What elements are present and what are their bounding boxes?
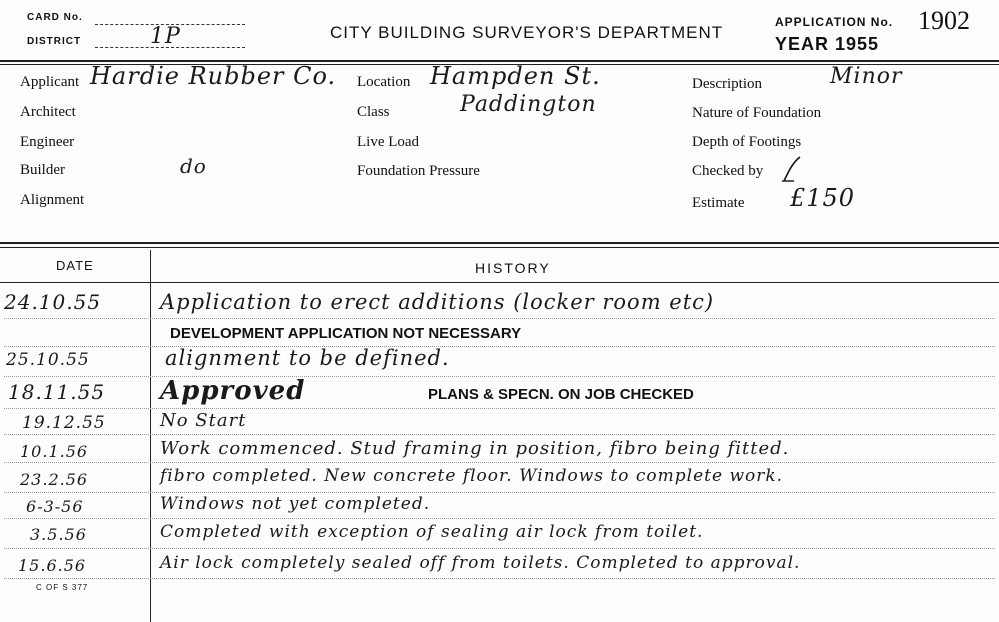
date-column-header: DATE	[56, 258, 94, 273]
history-date: 15.6.56	[18, 556, 87, 575]
history-entry: fibro completed. New concrete floor. Windows to complete work.	[160, 466, 784, 486]
district-label: DISTRICT	[27, 36, 82, 47]
alignment-label: Alignment	[20, 192, 85, 208]
application-no-label: APPLICATION No.	[775, 15, 894, 29]
history-column-header: HISTORY	[475, 260, 551, 276]
architect-label: Architect	[20, 104, 76, 120]
row-rule	[4, 462, 995, 463]
row-rule	[4, 518, 995, 519]
engineer-label: Engineer	[20, 134, 75, 150]
class-value: Paddington	[460, 92, 597, 117]
estimate-value: £150	[790, 184, 856, 212]
row-rule	[4, 318, 995, 319]
history-date: 24.10.55	[4, 290, 102, 314]
row-rule	[4, 492, 995, 493]
history-date: 19.12.55	[22, 413, 106, 433]
card-no-label: CARD No.	[27, 12, 83, 23]
history-date: 23.2.56	[20, 470, 89, 489]
history-date: 6-3-56	[26, 497, 84, 516]
row-rule	[4, 376, 995, 377]
applicant-value: Hardie Rubber Co.	[90, 62, 337, 90]
history-date: 10.1.56	[20, 442, 89, 461]
district-value: 1P	[150, 24, 181, 49]
applicant-label: Applicant	[20, 74, 80, 90]
class-label: Class	[357, 104, 390, 120]
description-label: Description	[692, 76, 762, 92]
history-date: 3.5.56	[30, 525, 87, 544]
foundation-pressure-label: Foundation Pressure	[357, 163, 480, 179]
history-entry: Air lock completely sealed off from toilets. Completed to approval.	[160, 553, 801, 573]
application-no-value: 1902	[918, 6, 970, 35]
history-date: 25.10.55	[6, 350, 90, 370]
history-entry: No Start	[160, 410, 247, 431]
depth-of-footings-label: Depth of Footings	[692, 134, 802, 150]
description-value: Minor	[830, 64, 903, 89]
form-code: C OF S 377	[36, 583, 89, 592]
development-application-stamp: DEVELOPMENT APPLICATION NOT NECESSARY	[170, 325, 522, 342]
year-label: YEAR 1955	[775, 34, 880, 54]
history-rule-top	[0, 242, 999, 244]
plans-checked-stamp: PLANS & SPECN. ON JOB CHECKED	[428, 386, 694, 403]
live-load-label: Live Load	[357, 134, 420, 150]
history-entry: Windows not yet completed.	[160, 494, 431, 514]
history-date: 18.11.55	[8, 380, 106, 404]
history-entry: Work commenced. Stud framing in position, fibro being fitted.	[160, 438, 790, 459]
checked-by-tick-mark	[778, 155, 806, 185]
builder-value: do	[180, 154, 207, 178]
history-entry: Application to erect additions (locker room etc)	[160, 290, 715, 314]
row-rule	[4, 434, 995, 435]
builder-label: Builder	[20, 162, 65, 178]
history-entry: Completed with exception of sealing air lock from toilet.	[160, 522, 704, 542]
date-column-divider	[150, 250, 151, 622]
history-rule-second	[0, 247, 999, 248]
estimate-label: Estimate	[692, 195, 745, 211]
nature-of-foundation-label: Nature of Foundation	[692, 105, 822, 121]
row-rule	[4, 548, 995, 549]
location-label: Location	[357, 74, 411, 90]
history-entry: Approved	[160, 376, 306, 406]
checked-by-label: Checked by	[692, 163, 764, 179]
row-rule	[4, 578, 995, 579]
history-entry: alignment to be defined.	[165, 346, 450, 370]
department-title: CITY BUILDING SURVEYOR'S DEPARTMENT	[330, 23, 724, 42]
row-rule	[4, 346, 995, 347]
row-rule	[4, 408, 995, 409]
location-value: Hampden St.	[430, 62, 601, 90]
